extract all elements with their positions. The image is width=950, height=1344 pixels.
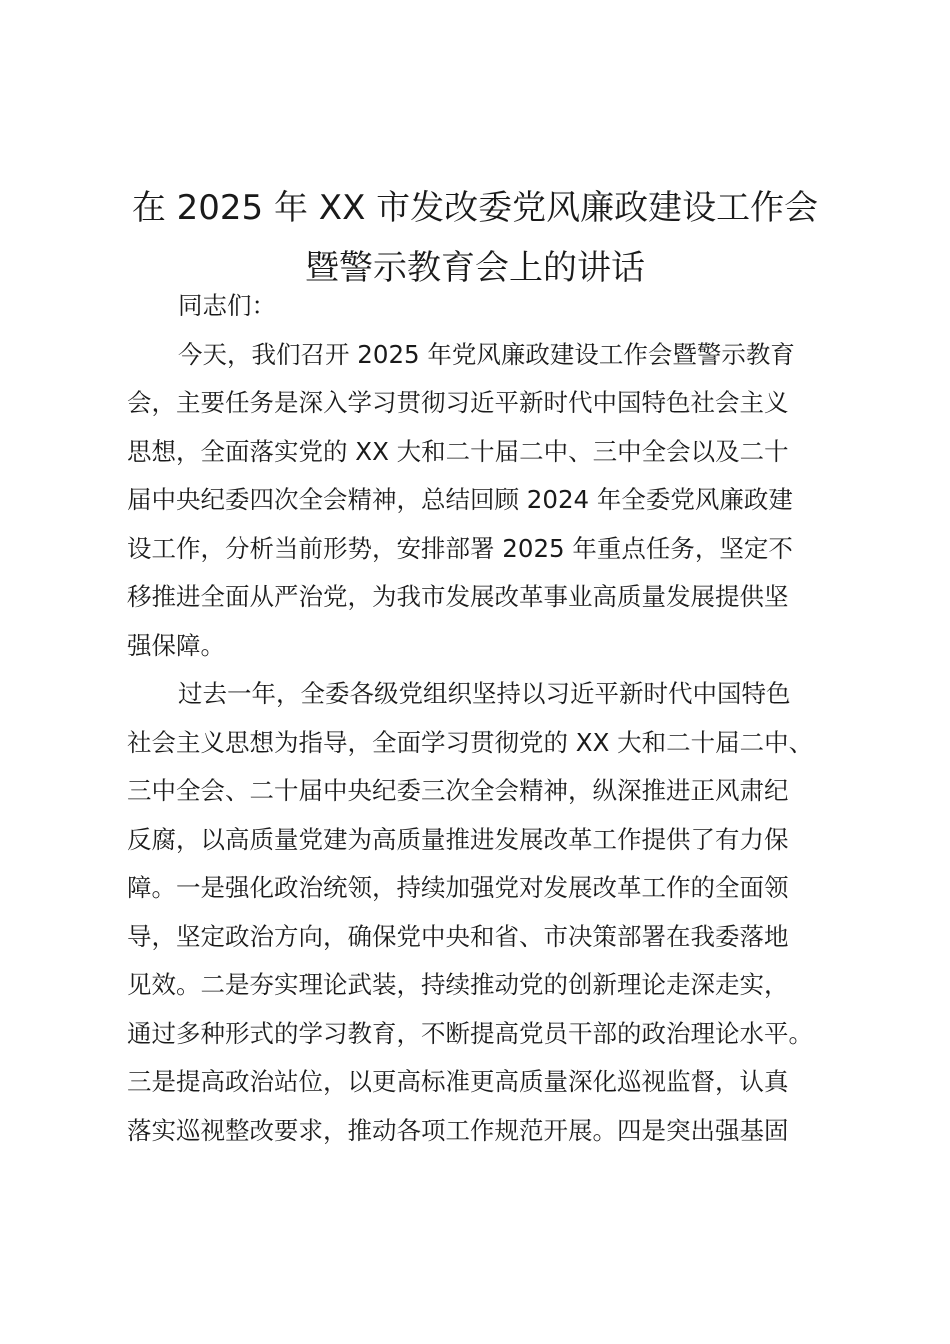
paragraph-line: 障。一是强化政治统领，持续加强党对发展改革工作的全面领	[127, 873, 789, 902]
paragraph-line: 反腐，以高质量党建为高质量推进发展改革工作提供了有力保	[127, 824, 789, 854]
paragraph-line: 届中央纪委四次全会精神，总结回顾 2024 年全委党风廉政建	[127, 485, 793, 514]
paragraph-line: 三是提高政治站位，以更高标准更高质量深化巡视监督，认真	[127, 1067, 789, 1096]
paragraph-line: 强保障。	[127, 630, 225, 660]
paragraph-line: 思想，全面落实党的 XX 大和二十届二中、三中全会以及二十	[127, 436, 789, 466]
document-title	[100, 178, 850, 298]
paragraph-2	[127, 670, 837, 1155]
paragraph-line: 落实巡视整改要求，推动各项工作规范开展。四是突出强基固	[127, 1115, 789, 1145]
title-line-2: 暨警示教育会上的讲话	[305, 248, 645, 288]
salutation: 同志们：	[178, 291, 276, 320]
paragraph-line: 设工作，分析当前形势，安排部署 2025 年重点任务，坚定不	[127, 533, 793, 563]
paragraph-line: 见效。二是夯实理论武装，持续推动党的创新理论走深走实，	[127, 970, 789, 999]
paragraph-line: 会，主要任务是深入学习贯彻习近平新时代中国特色社会主义	[127, 388, 789, 417]
paragraph-line: 过去一年，全委各级党组织坚持以习近平新时代中国特色	[178, 679, 791, 708]
paragraph-line: 社会主义思想为指导，全面学习贯彻党的 XX 大和二十届二中、	[127, 727, 814, 757]
paragraph-line: 通过多种形式的学习教育，不断提高党员干部的政治理论水平。	[127, 1018, 813, 1048]
paragraph-line: 移推进全面从严治党，为我市发展改革事业高质量发展提供坚	[127, 582, 789, 611]
document-body	[127, 282, 837, 1155]
paragraph-line: 三中全会、二十届中央纪委三次全会精神，纵深推进正风肃纪	[127, 776, 789, 805]
paragraph-line: 导，坚定政治方向，确保党中央和省、市决策部署在我委落地	[127, 921, 789, 951]
paragraph-line: 今天，我们召开 2025 年党风廉政建设工作会暨警示教育	[178, 339, 795, 369]
paragraph-1	[127, 331, 837, 671]
title-line-1: 在 2025 年 XX 市发改委党风廉政建设工作会	[131, 188, 819, 228]
